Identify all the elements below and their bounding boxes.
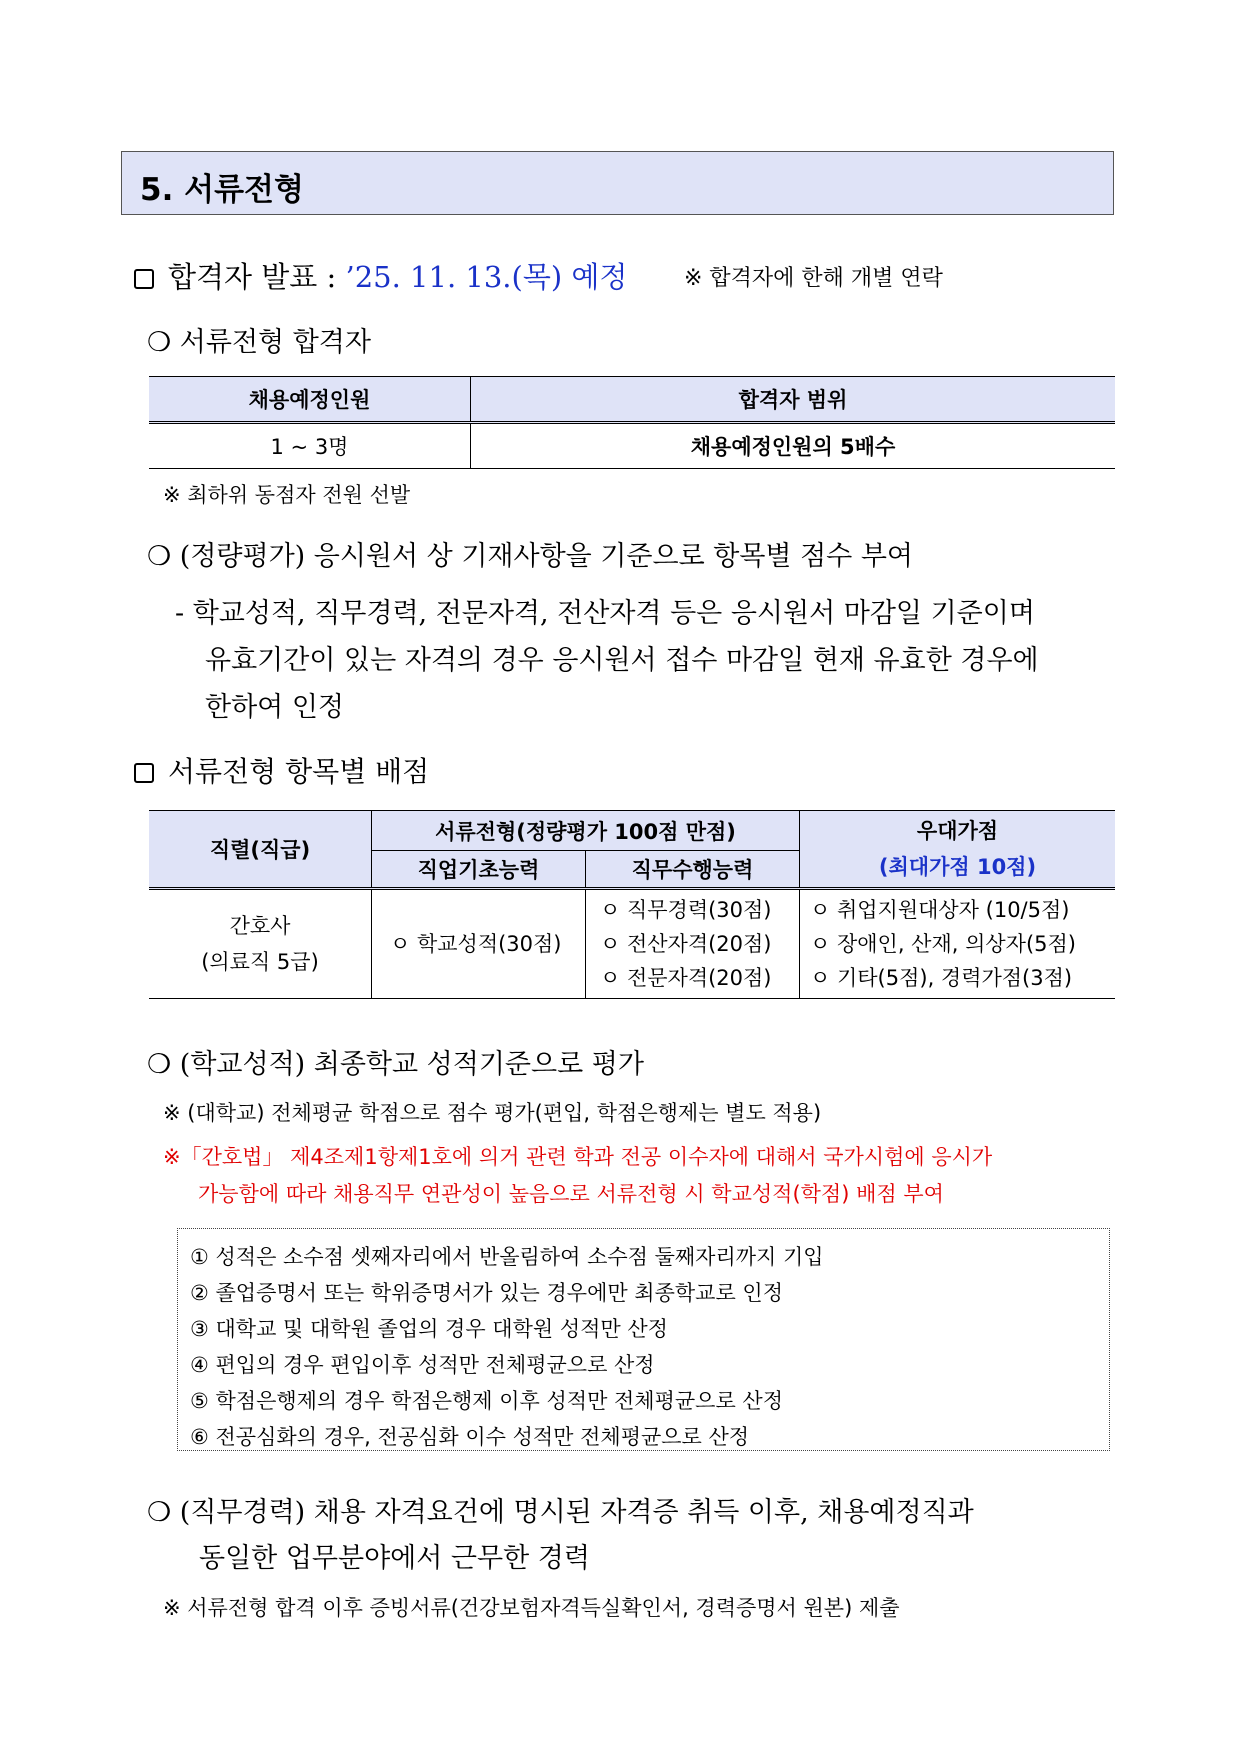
scoring-cell-bonus (800, 889, 1116, 999)
school-rule: ⑤ 학점은행제의 경우 학점은행제 이후 성적만 전체평균으로 산정 (190, 1389, 783, 1413)
school-note-1: ※ (대학교) 전체평균 학점으로 점수 평가(편입, 학점은행제는 별도 적용) (163, 1101, 822, 1125)
announce-label: 합격자 발표 : (168, 260, 346, 294)
career-heading-line-1: ❍ (직무경력) 채용 자격요건에 명시된 자격증 취득 이후, 채용예정직과 (147, 1497, 974, 1528)
perf-item: ㅇ 전문자격(20점) (600, 966, 772, 990)
scoring-heading: 서류전형 항목별 배점 (168, 755, 430, 788)
school-rules-box (177, 1228, 1110, 1451)
perf-item: ㅇ 직무경력(30점) (600, 898, 772, 922)
school-heading: ❍ (학교성적) 최종학교 성적기준으로 평가 (147, 1049, 644, 1080)
scoring-cell-perf (586, 889, 800, 999)
perf-item: ㅇ 전산자격(20점) (600, 932, 772, 956)
school-note-2-line-1: ※「간호법」 제4조제1항제1호에 의거 관련 학과 전공 이수자에 대해서 국가시험에 응시가 (163, 1145, 993, 1169)
scoring-heading-line (134, 750, 429, 790)
scoring-cell-basic (372, 889, 586, 999)
career-heading-line-2: 동일한 업무분야에서 근무한 경력 (199, 1543, 590, 1574)
school-rule: ① 성적은 소수점 셋째자리에서 반올림하여 소수점 둘째자리까지 기입 (190, 1245, 824, 1269)
passers-table (149, 376, 1115, 469)
scoring-cell-job (149, 889, 372, 999)
scoring-header-bonus (800, 811, 1116, 889)
bonus-item: ㅇ 취업지원대상자 (10/5점) (810, 898, 1070, 922)
checkbox-square-icon (134, 269, 154, 289)
bonus-item: ㅇ 기타(5점), 경력가점(3점) (810, 966, 1073, 990)
scoring-header-doc: 서류전형(정량평가 100점 만점) (372, 811, 800, 851)
passers-cell-range: 채용예정인원의 5배수 (471, 423, 1116, 469)
school-rule: ④ 편입의 경우 편입이후 성적만 전체평균으로 산정 (190, 1353, 655, 1377)
passers-header-planned: 채용예정인원 (149, 377, 471, 423)
scoring-header-perf: 직무수행능력 (586, 851, 800, 889)
bonus-item: ㅇ 장애인, 산재, 의상자(5점) (810, 932, 1076, 956)
scoring-header-job: 직렬(직급) (149, 811, 372, 889)
quant-line-1: - 학교성적, 직무경력, 전문자격, 전산자격 등은 응시원서 마감일 기준이며 (175, 598, 1035, 629)
announce-line (134, 255, 627, 296)
school-rule: ② 졸업증명서 또는 학위증명서가 있는 경우에만 최종학교로 인정 (190, 1281, 783, 1305)
passers-heading: ❍ 서류전형 합격자 (147, 327, 371, 358)
passers-header-range: 합격자 범위 (471, 377, 1116, 423)
quant-heading: ❍ (정량평가) 응시원서 상 기재사항을 기준으로 항목별 점수 부여 (147, 541, 913, 572)
announce-note: ※ 합격자에 한해 개별 연락 (684, 266, 943, 291)
bonus-title: 우대가점 (916, 819, 999, 843)
school-note-2-line-2: 가능함에 따라 채용직무 연관성이 높음으로 서류전형 시 학교성적(학점) 배점 부여 (198, 1182, 944, 1206)
quant-line-3: 한하여 인정 (205, 692, 344, 723)
quant-line-2: 유효기간이 있는 자격의 경우 응시원서 접수 마감일 현재 유효한 경우에 (205, 645, 1039, 676)
scoring-table (149, 810, 1115, 999)
basic-item: ㅇ 학교성적(30점) (390, 932, 562, 956)
scoring-header-basic: 직업기초능력 (372, 851, 586, 889)
job-grade: (의료직 5급) (201, 950, 319, 974)
passers-note: ※ 최하위 동점자 전원 선발 (163, 483, 411, 507)
bonus-subtitle: (최대가점 10점) (878, 855, 1037, 879)
section-title: 5. 서류전형 (140, 172, 304, 208)
section-header (121, 151, 1114, 215)
passers-cell-planned: 1 ~ 3명 (270, 435, 349, 459)
checkbox-square-icon (134, 763, 154, 783)
career-note: ※ 서류전형 합격 이후 증빙서류(건강보험자격득실확인서, 경력증명서 원본) 제출 (163, 1596, 900, 1620)
school-rule: ③ 대학교 및 대학원 졸업의 경우 대학원 성적만 산정 (190, 1317, 668, 1341)
announce-date: ’25. 11. 13.(목) 예정 (345, 260, 628, 294)
job-title: 간호사 (229, 914, 291, 938)
school-rule: ⑥ 전공심화의 경우, 전공심화 이수 성적만 전체평균으로 산정 (190, 1425, 750, 1449)
